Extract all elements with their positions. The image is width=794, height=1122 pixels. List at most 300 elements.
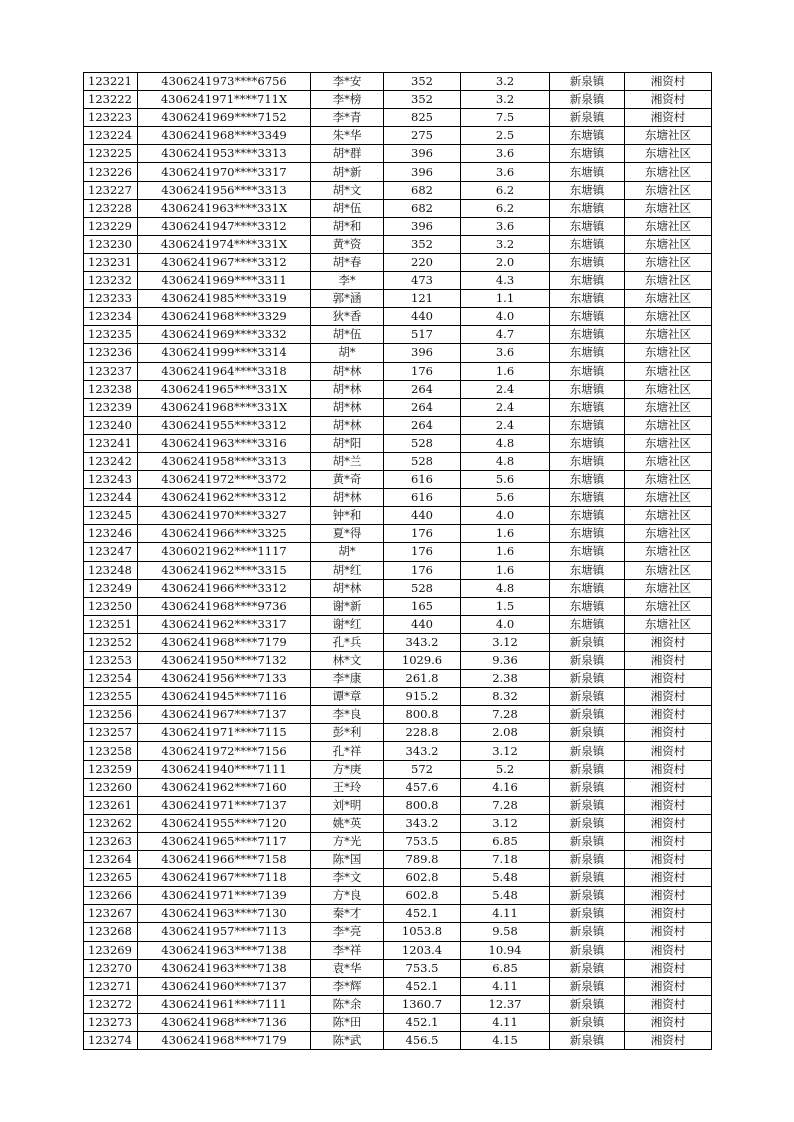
row-number-cell: 123260 <box>84 778 138 796</box>
area-cell: 2.4 <box>461 398 550 416</box>
area-cell: 3.12 <box>461 633 550 651</box>
amount-cell: 682 <box>384 199 461 217</box>
amount-cell: 789.8 <box>384 851 461 869</box>
id-number-cell: 4306241969****3311 <box>138 272 311 290</box>
amount-cell: 264 <box>384 398 461 416</box>
table-row <box>84 905 712 923</box>
row-number-cell: 123227 <box>84 181 138 199</box>
amount-cell: 1360.7 <box>384 995 461 1013</box>
village-cell: 东塘社区 <box>625 253 712 271</box>
amount-cell: 800.8 <box>384 706 461 724</box>
town-cell: 东塘镇 <box>550 489 625 507</box>
area-cell: 1.6 <box>461 543 550 561</box>
amount-cell: 457.6 <box>384 778 461 796</box>
row-number-cell: 123249 <box>84 579 138 597</box>
town-cell: 新泉镇 <box>550 652 625 670</box>
name-cell: 黄*奇 <box>311 471 384 489</box>
amount-cell: 1203.4 <box>384 941 461 959</box>
name-cell: 胡*林 <box>311 579 384 597</box>
id-number-cell: 4306241956****7133 <box>138 670 311 688</box>
name-cell: 李*青 <box>311 109 384 127</box>
amount-cell: 165 <box>384 597 461 615</box>
id-number-cell: 4306241960****7137 <box>138 977 311 995</box>
name-cell: 胡*伍 <box>311 199 384 217</box>
town-cell: 新泉镇 <box>550 923 625 941</box>
row-number-cell: 123224 <box>84 127 138 145</box>
row-number-cell: 123237 <box>84 362 138 380</box>
id-number-cell: 4306241974****331X <box>138 235 311 253</box>
area-cell: 3.6 <box>461 217 550 235</box>
id-number-cell: 4306241961****7111 <box>138 995 311 1013</box>
name-cell: 狄*香 <box>311 308 384 326</box>
table-row <box>84 742 712 760</box>
table-row <box>84 869 712 887</box>
table-row <box>84 633 712 651</box>
village-cell: 东塘社区 <box>625 272 712 290</box>
row-number-cell: 123246 <box>84 525 138 543</box>
amount-cell: 800.8 <box>384 796 461 814</box>
amount-cell: 616 <box>384 471 461 489</box>
table-row <box>84 253 712 271</box>
area-cell: 6.2 <box>461 199 550 217</box>
id-number-cell: 4306241967****7118 <box>138 869 311 887</box>
id-number-cell: 4306241972****7156 <box>138 742 311 760</box>
id-number-cell: 4306241955****3312 <box>138 416 311 434</box>
village-cell: 东塘社区 <box>625 145 712 163</box>
town-cell: 东塘镇 <box>550 416 625 434</box>
area-cell: 3.6 <box>461 145 550 163</box>
amount-cell: 452.1 <box>384 1013 461 1031</box>
town-cell: 东塘镇 <box>550 452 625 470</box>
data-table <box>83 72 712 1050</box>
name-cell: 彭*利 <box>311 724 384 742</box>
table-row <box>84 290 712 308</box>
id-number-cell: 4306241999****3314 <box>138 344 311 362</box>
amount-cell: 602.8 <box>384 887 461 905</box>
town-cell: 东塘镇 <box>550 507 625 525</box>
amount-cell: 440 <box>384 507 461 525</box>
town-cell: 东塘镇 <box>550 163 625 181</box>
name-cell: 胡*林 <box>311 362 384 380</box>
table-row <box>84 362 712 380</box>
town-cell: 东塘镇 <box>550 597 625 615</box>
amount-cell: 440 <box>384 615 461 633</box>
amount-cell: 825 <box>384 109 461 127</box>
name-cell: 胡* <box>311 344 384 362</box>
amount-cell: 275 <box>384 127 461 145</box>
village-cell: 东塘社区 <box>625 217 712 235</box>
row-number-cell: 123223 <box>84 109 138 127</box>
town-cell: 东塘镇 <box>550 579 625 597</box>
table-row <box>84 217 712 235</box>
id-number-cell: 4306241964****3318 <box>138 362 311 380</box>
village-cell: 湘资村 <box>625 652 712 670</box>
town-cell: 东塘镇 <box>550 398 625 416</box>
village-cell: 湘资村 <box>625 73 712 91</box>
row-number-cell: 123261 <box>84 796 138 814</box>
row-number-cell: 123226 <box>84 163 138 181</box>
table-row <box>84 344 712 362</box>
table-row <box>84 326 712 344</box>
id-number-cell: 4306241962****7160 <box>138 778 311 796</box>
table-row <box>84 977 712 995</box>
amount-cell: 264 <box>384 380 461 398</box>
name-cell: 李*康 <box>311 670 384 688</box>
amount-cell: 1029.6 <box>384 652 461 670</box>
id-number-cell: 4306241963****7130 <box>138 905 311 923</box>
row-number-cell: 123228 <box>84 199 138 217</box>
name-cell: 谢*新 <box>311 597 384 615</box>
town-cell: 新泉镇 <box>550 995 625 1013</box>
village-cell: 东塘社区 <box>625 127 712 145</box>
village-cell: 东塘社区 <box>625 597 712 615</box>
row-number-cell: 123236 <box>84 344 138 362</box>
row-number-cell: 123243 <box>84 471 138 489</box>
area-cell: 10.94 <box>461 941 550 959</box>
table-row <box>84 380 712 398</box>
town-cell: 新泉镇 <box>550 796 625 814</box>
table-row <box>84 398 712 416</box>
table-row <box>84 579 712 597</box>
amount-cell: 176 <box>384 543 461 561</box>
area-cell: 4.8 <box>461 579 550 597</box>
id-number-cell: 4306241968****7179 <box>138 1031 311 1049</box>
amount-cell: 396 <box>384 145 461 163</box>
amount-cell: 352 <box>384 235 461 253</box>
amount-cell: 352 <box>384 73 461 91</box>
id-number-cell: 4306241967****7137 <box>138 706 311 724</box>
id-number-cell: 4306241945****7116 <box>138 688 311 706</box>
id-number-cell: 4306241968****3349 <box>138 127 311 145</box>
amount-cell: 176 <box>384 362 461 380</box>
town-cell: 东塘镇 <box>550 235 625 253</box>
area-cell: 1.6 <box>461 362 550 380</box>
town-cell: 新泉镇 <box>550 91 625 109</box>
town-cell: 新泉镇 <box>550 73 625 91</box>
amount-cell: 264 <box>384 416 461 434</box>
row-number-cell: 123231 <box>84 253 138 271</box>
table-row <box>84 308 712 326</box>
row-number-cell: 123270 <box>84 959 138 977</box>
row-number-cell: 123266 <box>84 887 138 905</box>
village-cell: 湘资村 <box>625 109 712 127</box>
row-number-cell: 123272 <box>84 995 138 1013</box>
town-cell: 东塘镇 <box>550 434 625 452</box>
village-cell: 湘资村 <box>625 724 712 742</box>
amount-cell: 456.5 <box>384 1031 461 1049</box>
town-cell: 东塘镇 <box>550 471 625 489</box>
name-cell: 李*文 <box>311 869 384 887</box>
village-cell: 湘资村 <box>625 670 712 688</box>
village-cell: 湘资村 <box>625 706 712 724</box>
table-row <box>84 760 712 778</box>
amount-cell: 343.2 <box>384 814 461 832</box>
row-number-cell: 123259 <box>84 760 138 778</box>
row-number-cell: 123241 <box>84 434 138 452</box>
table-row <box>84 832 712 850</box>
row-number-cell: 123268 <box>84 923 138 941</box>
area-cell: 2.4 <box>461 416 550 434</box>
row-number-cell: 123248 <box>84 561 138 579</box>
village-cell: 湘资村 <box>625 814 712 832</box>
id-number-cell: 4306241955****7120 <box>138 814 311 832</box>
name-cell: 李*祥 <box>311 941 384 959</box>
village-cell: 湘资村 <box>625 851 712 869</box>
village-cell: 湘资村 <box>625 633 712 651</box>
village-cell: 东塘社区 <box>625 525 712 543</box>
id-number-cell: 4306241973****6756 <box>138 73 311 91</box>
town-cell: 东塘镇 <box>550 362 625 380</box>
village-cell: 东塘社区 <box>625 471 712 489</box>
name-cell: 陈*武 <box>311 1031 384 1049</box>
id-number-cell: 4306241966****3325 <box>138 525 311 543</box>
row-number-cell: 123273 <box>84 1013 138 1031</box>
amount-cell: 915.2 <box>384 688 461 706</box>
town-cell: 新泉镇 <box>550 814 625 832</box>
name-cell: 郭*涵 <box>311 290 384 308</box>
row-number-cell: 123222 <box>84 91 138 109</box>
village-cell: 湘资村 <box>625 91 712 109</box>
id-number-cell: 4306241962****3315 <box>138 561 311 579</box>
name-cell: 孔*祥 <box>311 742 384 760</box>
amount-cell: 228.8 <box>384 724 461 742</box>
row-number-cell: 123253 <box>84 652 138 670</box>
area-cell: 1.1 <box>461 290 550 308</box>
area-cell: 4.0 <box>461 308 550 326</box>
town-cell: 东塘镇 <box>550 525 625 543</box>
name-cell: 姚*英 <box>311 814 384 832</box>
table-row <box>84 434 712 452</box>
id-number-cell: 4306241985****3319 <box>138 290 311 308</box>
town-cell: 新泉镇 <box>550 633 625 651</box>
table-row <box>84 73 712 91</box>
table-row <box>84 887 712 905</box>
name-cell: 袁*华 <box>311 959 384 977</box>
id-number-cell: 4306241957****7113 <box>138 923 311 941</box>
village-cell: 湘资村 <box>625 742 712 760</box>
table-row <box>84 91 712 109</box>
id-number-cell: 4306241969****7152 <box>138 109 311 127</box>
amount-cell: 753.5 <box>384 832 461 850</box>
name-cell: 李*辉 <box>311 977 384 995</box>
area-cell: 4.0 <box>461 615 550 633</box>
table-row <box>84 851 712 869</box>
name-cell: 李*亮 <box>311 923 384 941</box>
town-cell: 东塘镇 <box>550 308 625 326</box>
row-number-cell: 123235 <box>84 326 138 344</box>
id-number-cell: 4306241953****3313 <box>138 145 311 163</box>
town-cell: 新泉镇 <box>550 688 625 706</box>
name-cell: 胡*文 <box>311 181 384 199</box>
amount-cell: 528 <box>384 452 461 470</box>
area-cell: 6.85 <box>461 959 550 977</box>
table-row <box>84 941 712 959</box>
name-cell: 王*玲 <box>311 778 384 796</box>
area-cell: 5.2 <box>461 760 550 778</box>
table-row <box>84 145 712 163</box>
id-number-cell: 4306241963****3316 <box>138 434 311 452</box>
id-number-cell: 4306241962****3317 <box>138 615 311 633</box>
name-cell: 谢*红 <box>311 615 384 633</box>
id-number-cell: 4306241971****7139 <box>138 887 311 905</box>
area-cell: 6.85 <box>461 832 550 850</box>
id-number-cell: 4306021962****1117 <box>138 543 311 561</box>
amount-cell: 220 <box>384 253 461 271</box>
table-row <box>84 109 712 127</box>
id-number-cell: 4306241968****3329 <box>138 308 311 326</box>
row-number-cell: 123274 <box>84 1031 138 1049</box>
village-cell: 东塘社区 <box>625 344 712 362</box>
row-number-cell: 123238 <box>84 380 138 398</box>
row-number-cell: 123250 <box>84 597 138 615</box>
town-cell: 东塘镇 <box>550 253 625 271</box>
name-cell: 谭*章 <box>311 688 384 706</box>
area-cell: 1.5 <box>461 597 550 615</box>
town-cell: 新泉镇 <box>550 778 625 796</box>
area-cell: 3.6 <box>461 163 550 181</box>
name-cell: 孔*兵 <box>311 633 384 651</box>
name-cell: 胡*林 <box>311 398 384 416</box>
name-cell: 胡*新 <box>311 163 384 181</box>
table-row <box>84 724 712 742</box>
area-cell: 6.2 <box>461 181 550 199</box>
amount-cell: 1053.8 <box>384 923 461 941</box>
village-cell: 东塘社区 <box>625 507 712 525</box>
name-cell: 李*良 <box>311 706 384 724</box>
village-cell: 湘资村 <box>625 796 712 814</box>
row-number-cell: 123258 <box>84 742 138 760</box>
town-cell: 东塘镇 <box>550 199 625 217</box>
village-cell: 湘资村 <box>625 887 712 905</box>
area-cell: 5.6 <box>461 489 550 507</box>
area-cell: 1.6 <box>461 561 550 579</box>
table-row <box>84 796 712 814</box>
area-cell: 7.28 <box>461 796 550 814</box>
town-cell: 东塘镇 <box>550 127 625 145</box>
id-number-cell: 4306241971****7137 <box>138 796 311 814</box>
table-row <box>84 1031 712 1049</box>
town-cell: 新泉镇 <box>550 1031 625 1049</box>
area-cell: 5.48 <box>461 887 550 905</box>
village-cell: 湘资村 <box>625 778 712 796</box>
table-row <box>84 814 712 832</box>
area-cell: 2.08 <box>461 724 550 742</box>
table-row <box>84 489 712 507</box>
town-cell: 新泉镇 <box>550 887 625 905</box>
village-cell: 东塘社区 <box>625 489 712 507</box>
village-cell: 湘资村 <box>625 688 712 706</box>
name-cell: 胡*林 <box>311 416 384 434</box>
row-number-cell: 123271 <box>84 977 138 995</box>
row-number-cell: 123263 <box>84 832 138 850</box>
amount-cell: 753.5 <box>384 959 461 977</box>
name-cell: 胡*兰 <box>311 452 384 470</box>
town-cell: 新泉镇 <box>550 742 625 760</box>
area-cell: 9.58 <box>461 923 550 941</box>
name-cell: 胡*春 <box>311 253 384 271</box>
row-number-cell: 123267 <box>84 905 138 923</box>
amount-cell: 396 <box>384 217 461 235</box>
table-row <box>84 959 712 977</box>
id-number-cell: 4306241966****3312 <box>138 579 311 597</box>
area-cell: 3.2 <box>461 235 550 253</box>
table-row <box>84 471 712 489</box>
name-cell: 朱*华 <box>311 127 384 145</box>
name-cell: 陈*国 <box>311 851 384 869</box>
town-cell: 东塘镇 <box>550 145 625 163</box>
town-cell: 新泉镇 <box>550 832 625 850</box>
row-number-cell: 123252 <box>84 633 138 651</box>
village-cell: 湘资村 <box>625 923 712 941</box>
area-cell: 3.6 <box>461 344 550 362</box>
amount-cell: 176 <box>384 561 461 579</box>
table-row <box>84 181 712 199</box>
village-cell: 湘资村 <box>625 995 712 1013</box>
name-cell: 李*榜 <box>311 91 384 109</box>
id-number-cell: 4306241967****3312 <box>138 253 311 271</box>
row-number-cell: 123254 <box>84 670 138 688</box>
row-number-cell: 123265 <box>84 869 138 887</box>
table-row <box>84 995 712 1013</box>
area-cell: 8.32 <box>461 688 550 706</box>
row-number-cell: 123262 <box>84 814 138 832</box>
amount-cell: 352 <box>384 91 461 109</box>
town-cell: 东塘镇 <box>550 615 625 633</box>
area-cell: 4.8 <box>461 452 550 470</box>
row-number-cell: 123256 <box>84 706 138 724</box>
table-row <box>84 778 712 796</box>
row-number-cell: 123257 <box>84 724 138 742</box>
table-row <box>84 615 712 633</box>
town-cell: 新泉镇 <box>550 109 625 127</box>
table-row <box>84 163 712 181</box>
area-cell: 3.2 <box>461 91 550 109</box>
amount-cell: 602.8 <box>384 869 461 887</box>
area-cell: 2.0 <box>461 253 550 271</box>
town-cell: 新泉镇 <box>550 760 625 778</box>
amount-cell: 517 <box>384 326 461 344</box>
table-row <box>84 416 712 434</box>
amount-cell: 616 <box>384 489 461 507</box>
row-number-cell: 123264 <box>84 851 138 869</box>
town-cell: 新泉镇 <box>550 670 625 688</box>
village-cell: 湘资村 <box>625 905 712 923</box>
area-cell: 7.18 <box>461 851 550 869</box>
area-cell: 4.8 <box>461 434 550 452</box>
table-row <box>84 235 712 253</box>
town-cell: 东塘镇 <box>550 181 625 199</box>
village-cell: 东塘社区 <box>625 199 712 217</box>
area-cell: 4.16 <box>461 778 550 796</box>
village-cell: 东塘社区 <box>625 452 712 470</box>
row-number-cell: 123239 <box>84 398 138 416</box>
id-number-cell: 4306241940****7111 <box>138 760 311 778</box>
id-number-cell: 4306241968****9736 <box>138 597 311 615</box>
amount-cell: 452.1 <box>384 905 461 923</box>
row-number-cell: 123255 <box>84 688 138 706</box>
town-cell: 新泉镇 <box>550 977 625 995</box>
town-cell: 东塘镇 <box>550 561 625 579</box>
row-number-cell: 123225 <box>84 145 138 163</box>
name-cell: 秦*才 <box>311 905 384 923</box>
village-cell: 湘资村 <box>625 1013 712 1031</box>
area-cell: 7.28 <box>461 706 550 724</box>
id-number-cell: 4306241971****7115 <box>138 724 311 742</box>
town-cell: 东塘镇 <box>550 326 625 344</box>
id-number-cell: 4306241965****331X <box>138 380 311 398</box>
area-cell: 2.4 <box>461 380 550 398</box>
village-cell: 湘资村 <box>625 760 712 778</box>
